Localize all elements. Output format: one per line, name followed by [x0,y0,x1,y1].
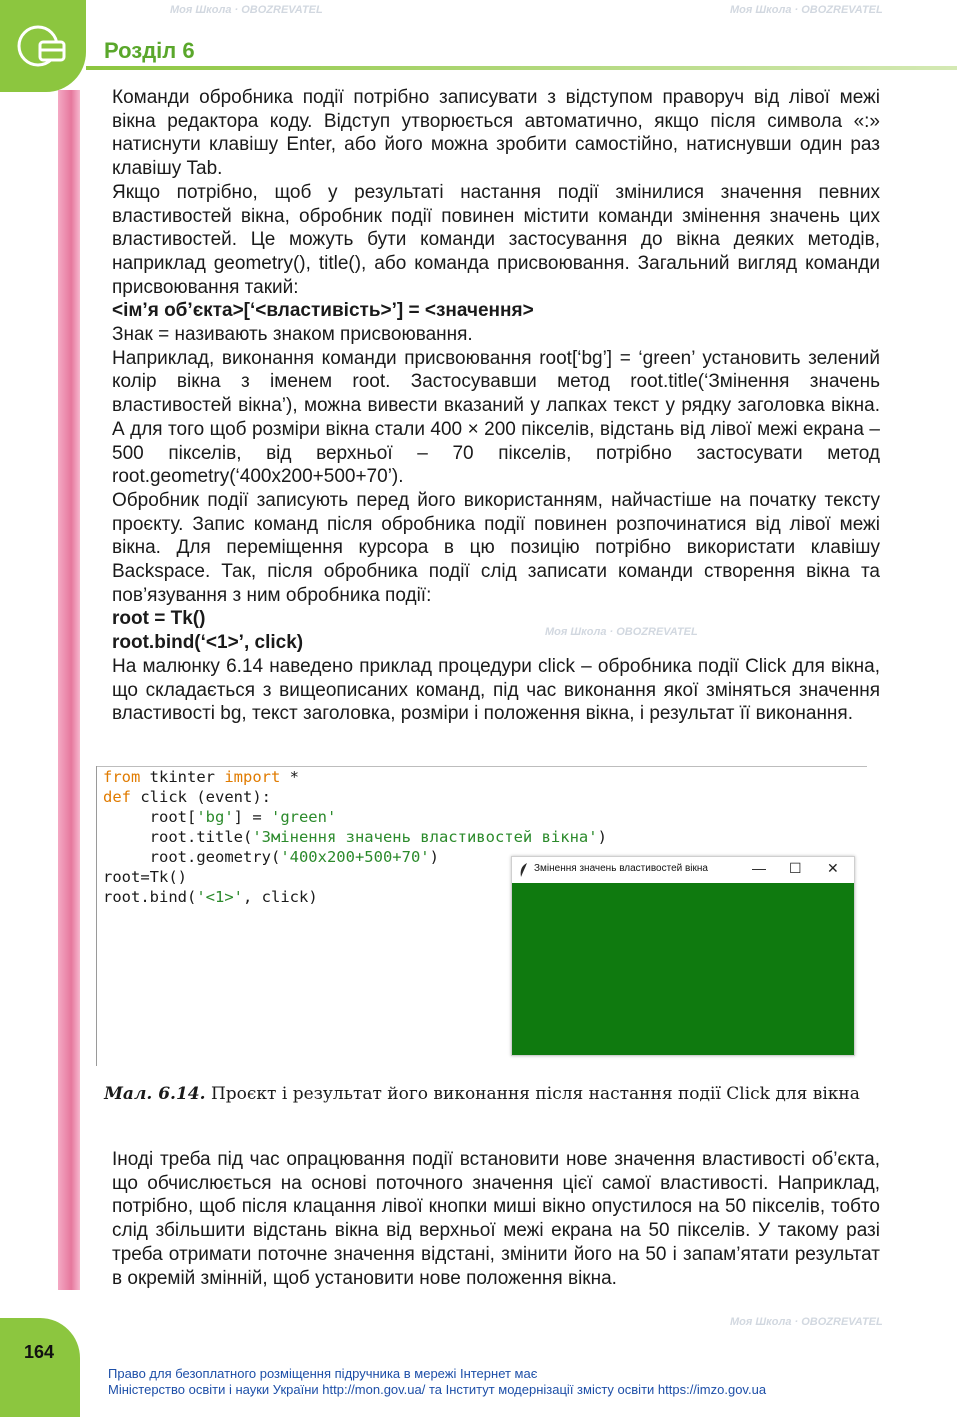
paragraph: Іноді треба під час опрацювання події встановити нове значення властивості об’єкта, що обчислюється на основі поточного значення цієї самої властивості. Наприклад, потрібно, щоб після клацання лівої кнопки миші вікно опустилося на 50 пікселів, тобто слід збільшити відстань вікна від верхньої межі екрана на 50 пікселів. У такому разі треба отримати поточне значення відстані, змінити його на 50 і запам’ятати результат в окремій змінній, щоб установити нове положення вікна. [112,1149,880,1289]
code-root-bind: root.bind(‘<1>’, click) [112,632,304,654]
feather-icon [519,863,529,877]
paragraph: Знак = називають знаком присвоювання. [112,324,473,346]
watermark: Моя Школа · OBOZREVATEL [170,4,323,16]
page-number: 164 [24,1342,55,1362]
watermark: Моя Школа · OBOZREVATEL [730,1316,883,1328]
body-text-top [112,86,880,726]
page-number-tab [0,1318,80,1417]
tk-window-title: Змінення значень властивостей вікна [534,863,708,874]
paragraph: На малюнку 6.14 наведено приклад процедури click – обробника події Click для вікна, що складається з вищеописаних команд, під час виконання якої зміняться значення властивості bg, текст заголовка, розміри і положення вікна, і результат її виконання. [112,655,880,725]
footer-line: Міністерство освіти і науки України http://mon.gov.ua/ та Інститут модернізації змісту освіти https://imzo.gov.ua [108,1382,767,1397]
chapter-icon [14,20,70,76]
paragraph: Команди обробника події потрібно записувати з відступом праворуч від лівої межі вікна редактора коду. Відступ утворюється автоматично, якщо після символа «:» натиснути клавішу Enter, або його можна зробити самостійно, натиснувши один раз клавішу Tab. [112,87,880,180]
figure-caption-text: Проєкт і результат його виконання після настання події Click для вікна [205,1084,860,1104]
close-icon[interactable]: ✕ [827,860,839,876]
body-text-bottom [112,1148,880,1290]
footer-line: Право для безоплатного розміщення підручника в мережі Інтернет має [108,1366,538,1381]
code-box-top-border [97,766,867,767]
code-line: root=Tk() [103,868,187,886]
tk-window-screenshot [511,856,855,1056]
assignment-syntax: <ім’я об’єкта>[‘<властивість>’] = <значення> [112,300,534,322]
paragraph: Обробник події записують перед його використанням, найчастіше на початку тексту проєкту. Запис команд після обробника події повинен розпочинатися від лівої межі вікна. Для переміщення курсора в цю позицію потрібно використати клавішу Backspace. Так, після обробника події слід записати команди створення вікна та пов’язування з ним обробника події: [112,489,880,606]
code-line: root.bind('<1>', click) [103,888,318,906]
figure-label: Мал. 6.14. [104,1084,206,1104]
margin-bar [58,90,80,1290]
paragraph: Якщо потрібно, щоб у результаті настання події змінилися значення певних властивостей вікна, обробник події повинен містити команди змінення значень цих властивостей. Це можуть бути команди застосування до вікна деяких методів, наприклад geometry(), title(), або команда присвоювання. Загальний вигляд команди присвоювання такий: [112,181,880,298]
footer-notice [108,1366,766,1398]
code-line: from tkinter import * [103,768,299,786]
code-root-tk: root = Tk() [112,608,206,630]
code-line: root.title('Змінення значень властивостей вікна') [103,828,607,846]
watermark: Моя Школа · OBOZREVATEL [545,626,698,638]
watermark: Моя Школа · OBOZREVATEL [730,4,883,16]
header-divider [86,66,957,70]
chapter-corner-tab [0,0,86,92]
code-line: root.geometry('400x200+500+70') [103,848,439,866]
minimize-icon[interactable]: — [752,860,766,876]
paragraph: Наприклад, виконання команди присвоювання root[‘bg’] = ‘green’ установить зелений колір вікна з іменем root. Застосувавши метод root.title(‘Змінення значень властивостей вікна’), можна вивести вказаний у лапках текст у рядку заголовка вікна. А для того щоб розміри вікна стали 400 × 200 пікселів, відстань від лівої межі екрана – 500 пікселів, від верхньої – 70 пікселів, потрібно застосувати метод root.geometry(‘400x200+500+70’). [112,347,880,488]
figure-caption [100,1083,864,1105]
tk-window-titlebar [512,857,854,883]
code-line: def click (event): [103,788,271,806]
code-line: root['bg'] = 'green' [103,808,337,826]
tk-window-body [512,883,854,1055]
chapter-title: Розділ 6 [104,38,195,63]
maximize-icon[interactable]: ☐ [789,860,802,876]
